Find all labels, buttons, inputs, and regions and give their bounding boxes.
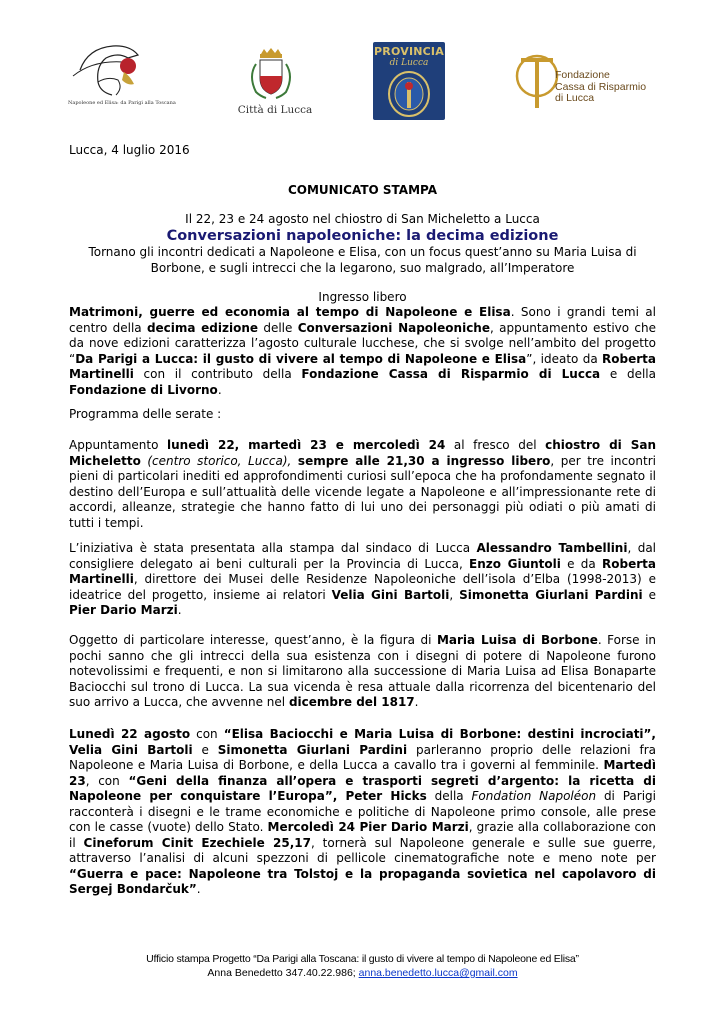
footer-email-link[interactable]: anna.benedetto.lucca@gmail.com [358,967,518,979]
citta-di-lucca-logo [236,46,313,121]
footer-press-office: Ufficio stampa Progetto “Da Parigi alla Toscana: il gusto di vivere al tempo di Napoleone ed Elisa” [146,953,579,965]
napoleone-profile-icon [68,40,158,100]
logo-bar [0,40,725,125]
document-date: Lucca, 4 luglio 2016 [69,143,190,157]
program-heading: Programma delle serate : [69,407,222,421]
fondazione-logo-caption: Fondazione Cassa di Risparmio di Lucca [555,69,647,104]
evenings-program-paragraph: Lunedì 22 agosto con “Elisa Baciocchi e Maria Luisa di Borbone: destini incrociati”, Velia Gini Bartoli e Simonetta Giurlani Pardini parleranno proprio delle relazioni fra Napoleone e Maria Luisa di Borbone, e della Lucca a cavallo tra i governi al femminile. Martedì 23, con “Geni della finanza all’opera e trasporti segreti d’argento: la ricetta di Napoleone per conquistare l’Europa”, Peter Hicks della Fondation Napoléon di Parigi racconterà i disegni e le trame economiche e politiche di Napoleone primo console, alle prese con le casse (vuote) dello Stato. Mercoledì 24 Pier Dario Marzi, grazie alla collaborazione con il Cineforum Cinit Ezechiele 25,17, tornerà sul Napoleone generale e sulle sue guerre, attraverso l’analisi di alcuni spezzoni di pellicole cinematografiche note e meno note per “Guerra e pace: Napoleone tra Tolstoj e la propaganda sovietica nel capolavoro di Sergej Bondarčuk”. [69,727,656,896]
maria-luisa-paragraph: Oggetto di particolare interesse, quest’anno, è la figura di Maria Luisa di Borbone. Forse in pochi sanno che gli intrecci della sua esistenza con i disegni di potere di Napoleone furono notevolissimi e frequenti, e non si limitarono alla successione di Maria Luisa ad Elisa Bonaparte Baciocchi sul trono di Lucca. La sua vicenda è resa attuale dalla ricorrenza del bicentenario del suo arrivo a Lucca, che avvenne nel dicembre del 1817. [69,633,657,709]
napoleone-elisa-logo [68,40,176,118]
press-headline: Conversazioni napoleoniche: la decima edizione [166,228,559,244]
lucca-coat-of-arms-icon [236,46,306,102]
provincia-emblem-icon [373,42,445,120]
free-entry-note: Ingresso libero [318,290,407,304]
provincia-di-lucca-logo [373,42,445,120]
citta-logo-caption: Città di Lucca [237,104,313,116]
footer-contact [0,966,725,980]
fondazione-cassa-logo [515,48,665,118]
intro-paragraph: Matrimoni, guerre ed economia al tempo di Napoleone e Elisa. Sono i grandi temi al centro della decima edizione delle Conversazioni Napoleoniche, appuntamento estivo che da nove edizioni caratterizza l’agosto culturale lucchese, che si svolge nell’ambito del progetto “Da Parigi a Lucca: il gusto di vivere al tempo di Napoleone e Elisa”, ideato da Roberta Martinelli con il contributo della Fondazione Cassa di Risparmio di Lucca e della Fondazione di Livorno. [69,305,657,397]
provincia-logo-subtitle: di Lucca [389,58,429,68]
press-release-label: COMUNICATO STAMPA [287,183,438,197]
footer-contact-phone: Anna Benedetto 347.40.22.986; [207,967,359,979]
lead-paragraph: Tornano gli incontri dedicati a Napoleone e Elisa, con un focus quest’anno su Maria Luisa di Borbone, e sugli intrecci che la legarono, suo malgrado, all’Imperatore [88,245,637,275]
event-subtitle: Il 22, 23 e 24 agosto nel chiostro di San Micheletto a Lucca [185,212,540,226]
schedule-paragraph: Appuntamento lunedì 22, martedì 23 e mercoledì 24 al fresco del chiostro di San Micheletto (centro storico, Lucca), sempre alle 21,30 a ingresso libero, per tre incontri pieni di particolari inediti ed approfondimenti curiosi sull’epoca che ha profondamente segnato il destino dell’Europa e sull’attualità delle vicende legate a Napoleone e all’impressionante rete di accordi, alleanze, strategie che hanno fatto di lui uno dei personaggi più odiati o più amati di tutti i tempi. [69,438,656,530]
napoleone-logo-caption: Napoleone ed Elisa: da Parigi alla Toscana [68,100,176,106]
provincia-logo-title: PROVINCIA [374,45,444,58]
presentation-paragraph: L’iniziativa è stata presentata alla stampa dal sindaco di Lucca Alessandro Tambellini, dal consigliere delegato ai beni culturali per la Provincia di Lucca, Enzo Giuntoli e da Roberta Martinelli, direttore dei Musei delle Residenze Napoleoniche dell’isola d’Elba (1998-2013) e ideatrice del progetto, insieme ai relatori Velia Gini Bartoli, Simonetta Giurlani Pardini e Pier Dario Marzi. [69,541,657,617]
